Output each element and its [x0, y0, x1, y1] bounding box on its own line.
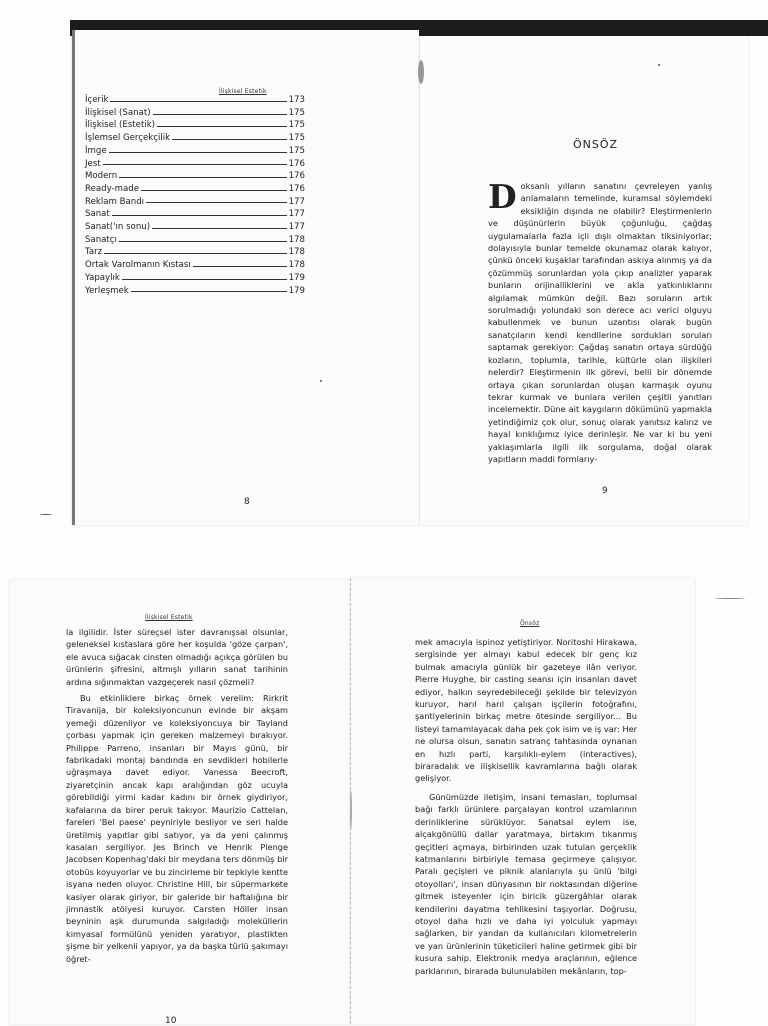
index-leader-line: [122, 279, 287, 280]
index-leader-line: [103, 164, 287, 165]
index-entry: [85, 107, 305, 120]
index-leader-line: [141, 190, 287, 191]
page-number-10: 10: [165, 1016, 177, 1026]
index-leader-line: [152, 228, 287, 229]
index-entry-label: Ortak Varolmanın Kıstası: [85, 260, 191, 271]
index-entry: [85, 94, 305, 107]
index-leader-line: [193, 266, 287, 267]
index-entry-page: 175: [288, 120, 305, 131]
index-entry: [85, 246, 305, 259]
page-number-8: 8: [244, 497, 250, 507]
index-entry-label: Sanatçı: [85, 234, 117, 245]
page11-paragraph-2: Günümüzde iletişim, insani temasları, toplumsal bağı farklı ürünlere parçalayan kontrol uzamlarının derinliklerine sürüklüyor. Sanatsal eylem ise, alçakgönüllü dallar yaratmaya, birtakım tıkanmış geçitleri açmaya, birbirinden uzak tutulan gerçeklik katmanlarını birbiriyle temasa geçirmeye çalışıyor. Paralı geçişleri ve piknik alanlarıyla şu ünlü 'bilgi otoyolları', insan dünyasının bir noktasından diğerine gitmek isteyenler için biricik güzergâhlar olarak kendilerini dayatma tehlikesini taşıyorlar. Doğrusu, otoyol daha hızlı ve daha iyi yolculuk yapmayı sağlarken, bir yandan da kullanıcıları kilometrelerin ve yan ürünlerinin tüketicileri haline getirmek gibi bir kusura sahip. Elektronik medya araçlarının, eğlence parklarının, birarada bulunulabilen mekânların, top-: [415, 791, 637, 976]
index-entry: [85, 285, 305, 298]
page11-body: [415, 636, 637, 977]
index-entry-label: Sanat('ın sonu): [85, 222, 151, 233]
index-entry: [85, 158, 305, 171]
index-entry-page: 175: [288, 133, 305, 144]
running-header-page10: İlişkisel Estetik: [145, 614, 193, 621]
index-entry-page: 178: [288, 247, 305, 258]
scan-speck: [658, 64, 660, 66]
index-entry-page: 176: [288, 171, 305, 182]
index-leader-line: [104, 253, 286, 254]
page11-paragraph-1: mek amacıyla ispinoz yetiştiriyor. Noritoshi Hirakawa, sergisinde yer almayı kabul edecek bir genç kız bulmak amacıyla günlük bir gazeteye ilân veriyor. Pierre Huyghe, bir casting seansı için insanları davet ediyor, halkın seyredebileceği şekilde bir televizyon kuruyor, harıl harıl çalışan işçilerin fotoğrafını, şantiyelerinin birkaç metre ötesinde sergiliyor... Bu listeyi tamamlayacak daha pek çok isim ve iş var: Her ne olursa olsun, sanatın satranç tahtasında oynanan en hızlı parti, karşılıklı-eylem (interactives), biraradalık ve ilişkisellik kavramlarına bağlı olarak gelişiyor.: [415, 637, 637, 784]
page10-paragraph-2: Bu etkinliklere birkaç örnek verelim: Rirkrit Tiravanija, bir koleksiyoncunun evinde bir akşam yemeği düzenliyor ve koleksiyoncuya bir Tayland çorbası yapmak için gereken malzemeyi bırakıyor. Philippe Parreno, insanları bir Mayıs günü, bir fabrikadaki montaj bandında en sevdikleri hobilerle uğraşmaya davet ediyor. Vanessa Beecroft, ziyaretçinin ancak kapı aralığından göz ucuyla görebildiği yirmi kadar kadını bir örnek giydiriyor, kafalarına da birer peruk takıyor. Maurizio Cattelan, fareleri 'Bel paese' peyniriyle besliyor ve seri halde üretilmiş yapıtlar gibi satıyor, ya da yeni çalınmış kasaları sergiliyor. Jes Brinch ve Henrik Plenge Jacobsen Kopenhag'daki bir meydana ters dönmüş bir otobüs koyuyorlar ve bu zincirleme bir tepkiyle kentte isyana neden oluyor. Christine Hill, bir süpermarkete kasiyer olarak giriyor, bir galeride bir haftalığına bir jimnastik atölyesi kuruyor. Carsten Höller insan beyninin aşk durumunda salgıladığı moleküllerin kimyasal formülünü yeniden yaratıyor, plastikten şişme bir yelkenli yapıyor, ya da başka türlü şakımayı öğret-: [66, 693, 288, 964]
preface-paragraph: [488, 177, 712, 465]
index-entry-page: 173: [288, 95, 305, 105]
index-entry: [85, 145, 305, 158]
index-entry: [85, 234, 305, 247]
scan-speck: [40, 514, 52, 515]
index-entry-page: 175: [288, 145, 305, 156]
index-leader-line: [153, 114, 287, 115]
running-header-page11: Önsöz: [520, 620, 540, 627]
page-number-9: 9: [602, 486, 608, 496]
index-entry-page: 179: [288, 285, 305, 296]
index-entry-page: 177: [288, 222, 305, 233]
index-leader-line: [172, 139, 287, 140]
index-leader-line: [109, 152, 287, 153]
index-entry-page: 177: [288, 196, 305, 207]
index-entry-label: Modern: [85, 171, 118, 182]
scan-speck: [715, 598, 745, 599]
index-list: [85, 94, 305, 297]
index-entry-page: 175: [288, 107, 305, 118]
index-entry: [85, 119, 305, 132]
running-header-left: İlişkisel Estetik: [219, 88, 267, 95]
index-entry-label: Sanat: [85, 209, 110, 220]
index-leader-line: [146, 202, 287, 203]
index-entry: [85, 196, 305, 209]
preface-text: oksanlı yılların sanatını çevreleyen yanlış anlamaların temelinde, kuramsal söylemdeki eksikliğin dışında ne olabilir? Eleştirmenlerin ve düşünürlerin büyük çoğunluğu, çağdaş uygulamalarla fazla içli dışlı olmaktan tiksiniyorlar; dolayısıyla bunlar temelde okunamaz olarak kalıyor, çünkü önceki kuşaklar tarafından askıya alınmış ya da çözümmüş sorunlardan yola çıkıp analizler yaparak bunların orijinalliklerini ve akla yatkınlıklarını algılamak mümkün değil. Bazı soruların artık sorulmadığı yolundaki son derece acı verici olguyu kabullenmek ve bunun uzantısı olarak bugün sanatçıların kendi kendilerine sordukları soruları saptamak gerekiyor: Çağdaş sanatın ortaya sürdüğü kozların, toplumla, tarihle, kültürle olan ilişkileri nelerdir? Eleştirmenin ilk görevi, belli bir dönemde ortaya çıkan sorunlardan oluşan karmaşık oyunu tekrar kurmak ve bunlara verilen çeşitli yanıtları incelemektir. Düne ait kaygıların dökümünü yapmakla yetindiğimiz çok olur, sonuç olarak yanıtsız kalırız ve hayal kırıklığımız iyice derinleşir. Ne var ki bu yeni yaklaşımlarla ilgili ilk sorgulama, doğal olarak yapıtların maddi formlarıy-: [488, 181, 712, 464]
scan-speck: [418, 60, 424, 84]
index-entry: [85, 259, 305, 272]
index-entry-label: Reklam Bandı: [85, 196, 145, 207]
index-entry-label: İçerik: [85, 95, 109, 105]
index-entry: [85, 272, 305, 285]
index-entry-label: İmge: [85, 145, 107, 156]
index-entry-label: İlişkisel (Estetik): [85, 120, 156, 131]
index-leader-line: [157, 126, 287, 127]
scan-speck: [320, 380, 322, 382]
page10-paragraph-1: la ilgilidir. İster süreçsel ister davranışsal olsunlar, geleneksel kıstaslara göre her koşulda 'göze çarpan', ele avuca sığacak cinsten olmadığı açıkça görülen bu ürünlerin şifresini, altmışlı yılların sanat tarihinin ardına sığınmaktan vazgeçerek nasıl çözmeli?: [66, 627, 288, 687]
index-entry: [85, 183, 305, 196]
page10-body: [66, 626, 288, 965]
index-entry-page: 177: [288, 209, 305, 220]
index-entry-label: Yapaylık: [85, 272, 120, 283]
index-leader-line: [110, 101, 286, 102]
index-entry-label: Jest: [85, 158, 101, 169]
index-entry-page: 176: [288, 183, 305, 194]
index-entry-page: 178: [288, 234, 305, 245]
scan-speck: [350, 790, 352, 830]
drop-cap: D: [488, 177, 517, 216]
index-leader-line: [119, 241, 287, 242]
index-entry: [85, 132, 305, 145]
index-entry-label: Yerleşmek: [85, 285, 129, 296]
index-entry-page: 178: [288, 260, 305, 271]
index-leader-line: [112, 215, 287, 216]
index-entry-label: Ready-made: [85, 183, 140, 194]
index-entry: [85, 170, 305, 183]
index-entry-page: 179: [288, 272, 305, 283]
index-entry-label: İşlemsel Gerçekçilik: [85, 133, 171, 144]
index-entry-label: İlişkisel (Sanat): [85, 107, 151, 118]
index-entry-page: 176: [288, 158, 305, 169]
index-entry: [85, 208, 305, 221]
index-entry: [85, 221, 305, 234]
index-entry-label: Tarz: [85, 247, 103, 258]
preface-title: ÖNSÖZ: [573, 138, 619, 151]
index-leader-line: [131, 291, 287, 292]
index-leader-line: [119, 177, 286, 178]
